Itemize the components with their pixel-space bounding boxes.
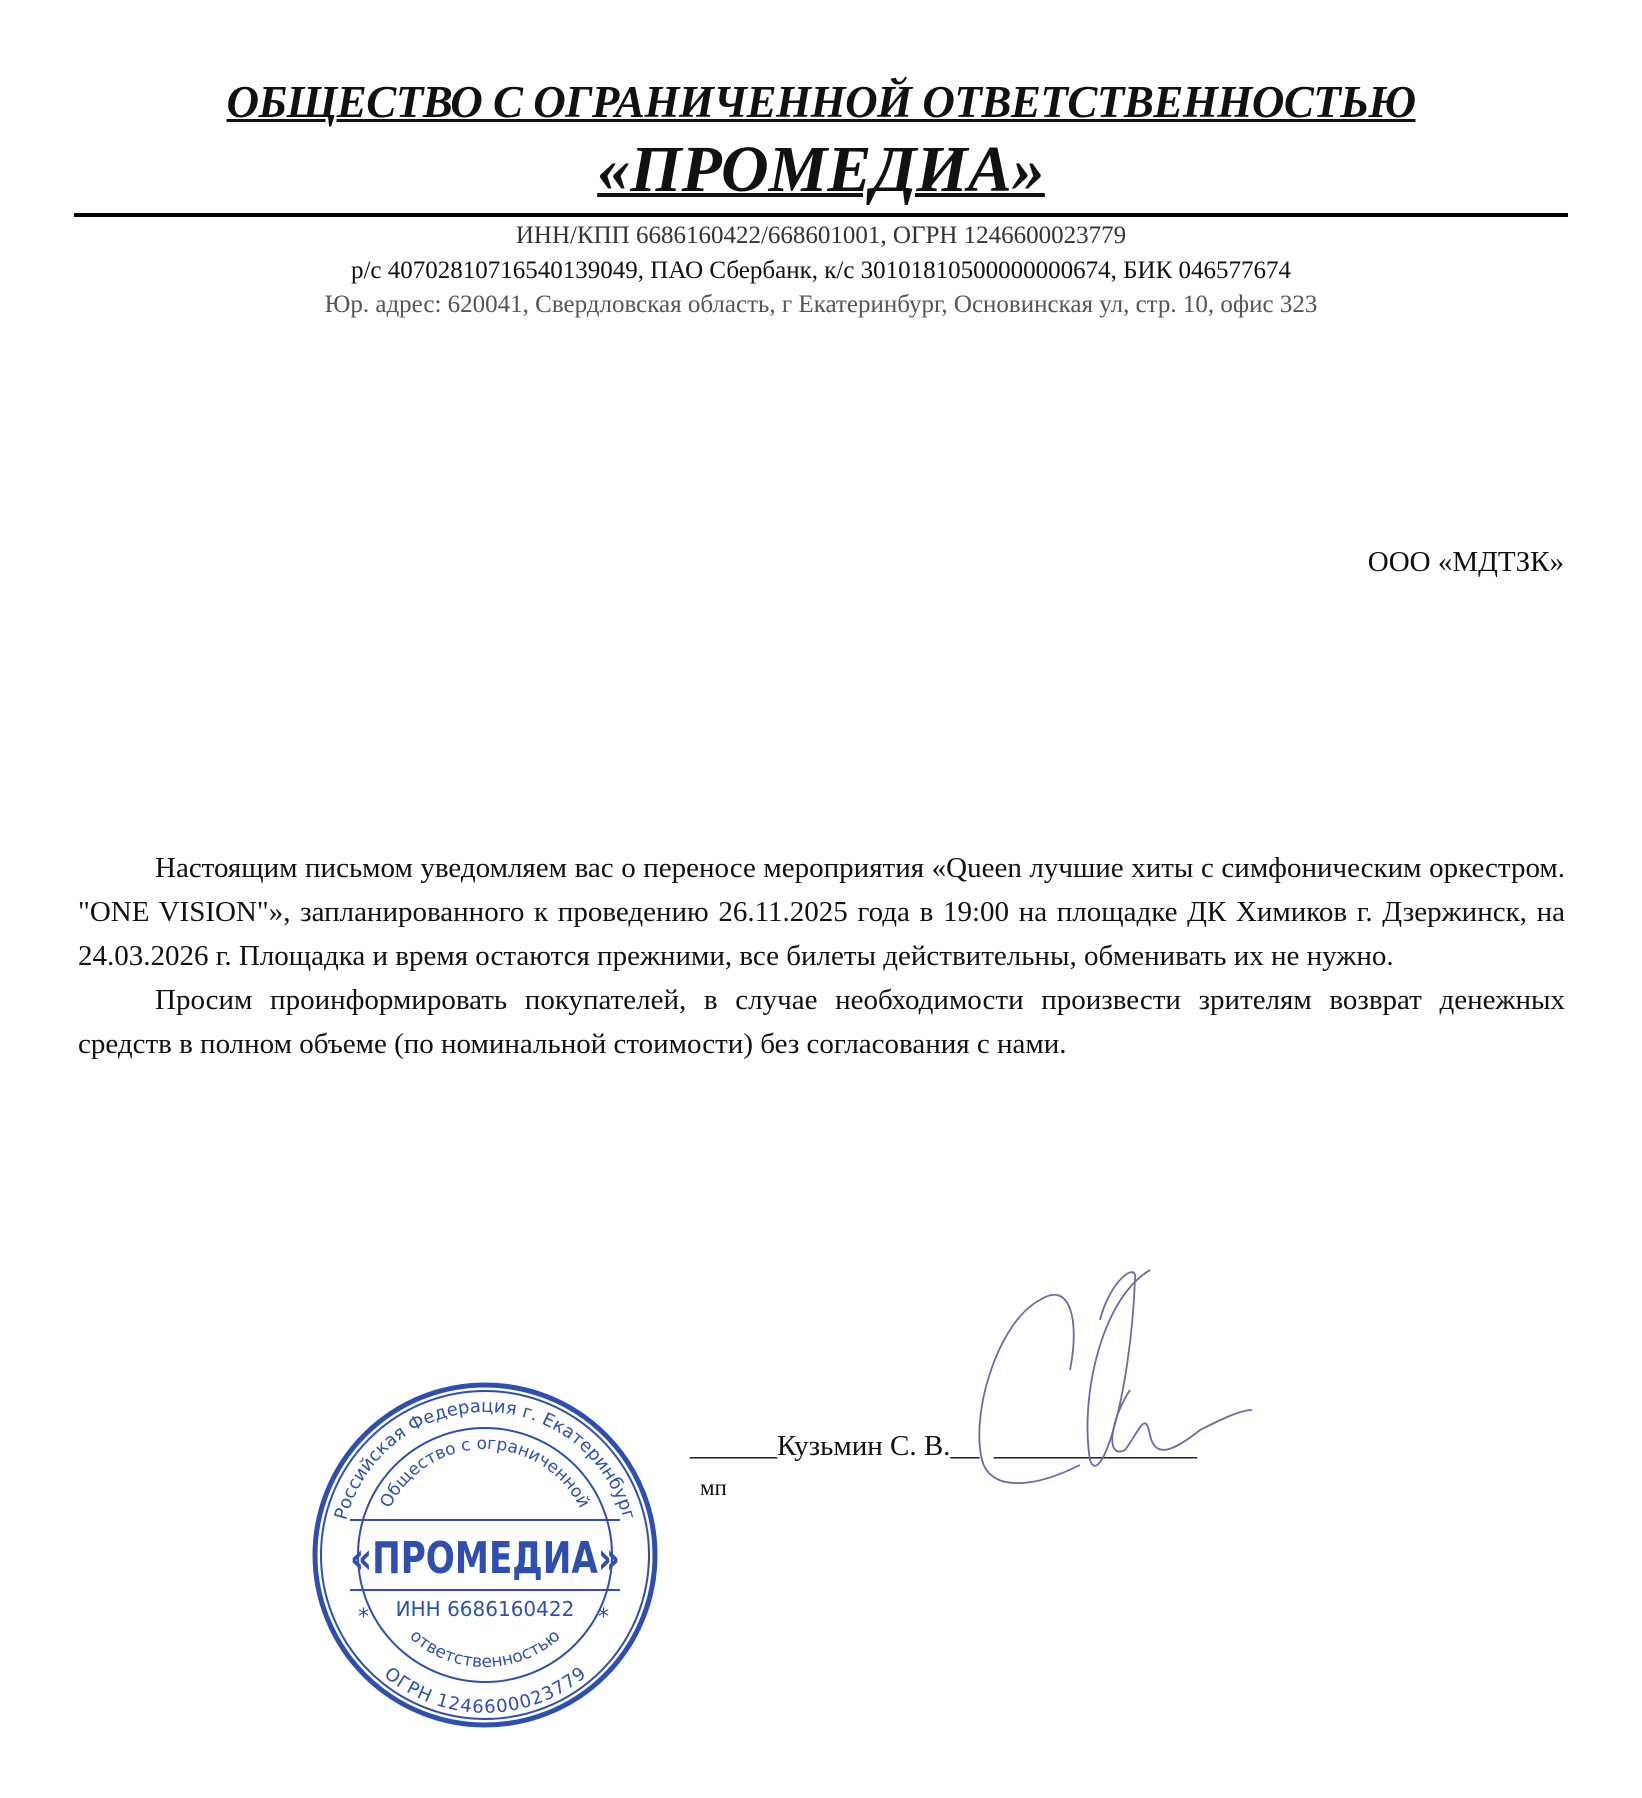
letterhead-company-name: «ПРОМЕДИА» xyxy=(597,133,1045,206)
body-paragraph: Просим проинформировать покупателей, в случае необходимости произвести зрителям возврат денежных средств в полном объеме (по номинальной стоимости) без согласования с нами. xyxy=(78,984,1565,1060)
stamp-star-icon: * xyxy=(598,1605,609,1630)
stamp-star-icon: * xyxy=(358,1605,369,1630)
stamp-inn: ИНН 6686160422 xyxy=(395,1597,575,1621)
stamp-place-label: мп xyxy=(700,1475,727,1500)
stamp-ogrn: ОГРН 1246600023779 xyxy=(380,1663,590,1718)
company-stamp xyxy=(310,1380,660,1730)
letterhead-divider xyxy=(74,213,1568,217)
requisites-line-1: ИНН/КПП 6686160422/668601001, ОГРН 1246600023779 xyxy=(515,222,1127,249)
legal-address: Юр. адрес: 620041, Свердловская область, г Екатеринбург, Основинская ул, стр. 10, офис 323 xyxy=(324,291,1318,318)
stamp-center: «ПРОМЕДИА» xyxy=(350,1533,620,1584)
letter-body xyxy=(78,846,1565,1066)
svg-text:Общество с ограниченной xyxy=(376,1434,593,1511)
svg-text:ответственностью xyxy=(406,1626,564,1672)
handwritten-signature xyxy=(960,1260,1260,1500)
stamp-outer-text: Российская Федерация г. Екатеринбург xyxy=(330,1395,640,1523)
stamp-inner-bottom: ответственностью xyxy=(405,1625,565,1673)
signature-line: ______Кузьмин С. В.__ ______________ xyxy=(690,1430,1197,1462)
requisites-line-2: р/с 40702810716540139049, ПАО Сбербанк, к/с 30101810500000000674, БИК 046577674 xyxy=(350,257,1292,284)
recipient: ООО «МДТЗК» xyxy=(1367,546,1564,578)
body-paragraph: Настоящим письмом уведомляем вас о переносе мероприятия «Queen лучшие хиты с симфоническим оркестром. "ONE VISION"», запланированного к проведению 26.11.2025 года в 19:00 на площадке ДК Химиков г. Дзержинск, на 24.03.2026 г. Площадка и время остаются прежними, все билеты действительны, обменивать их не нужно. xyxy=(78,852,1565,972)
letterhead-org-form: ОБЩЕСТВО С ОГРАНИЧЕННОЙ ОТВЕТСТВЕННОСТЬЮ xyxy=(226,77,1416,127)
stamp-inner-top: Общество с ограниченной xyxy=(376,1433,594,1512)
svg-text:Российская Федерация г. Екатер xyxy=(331,1396,640,1522)
